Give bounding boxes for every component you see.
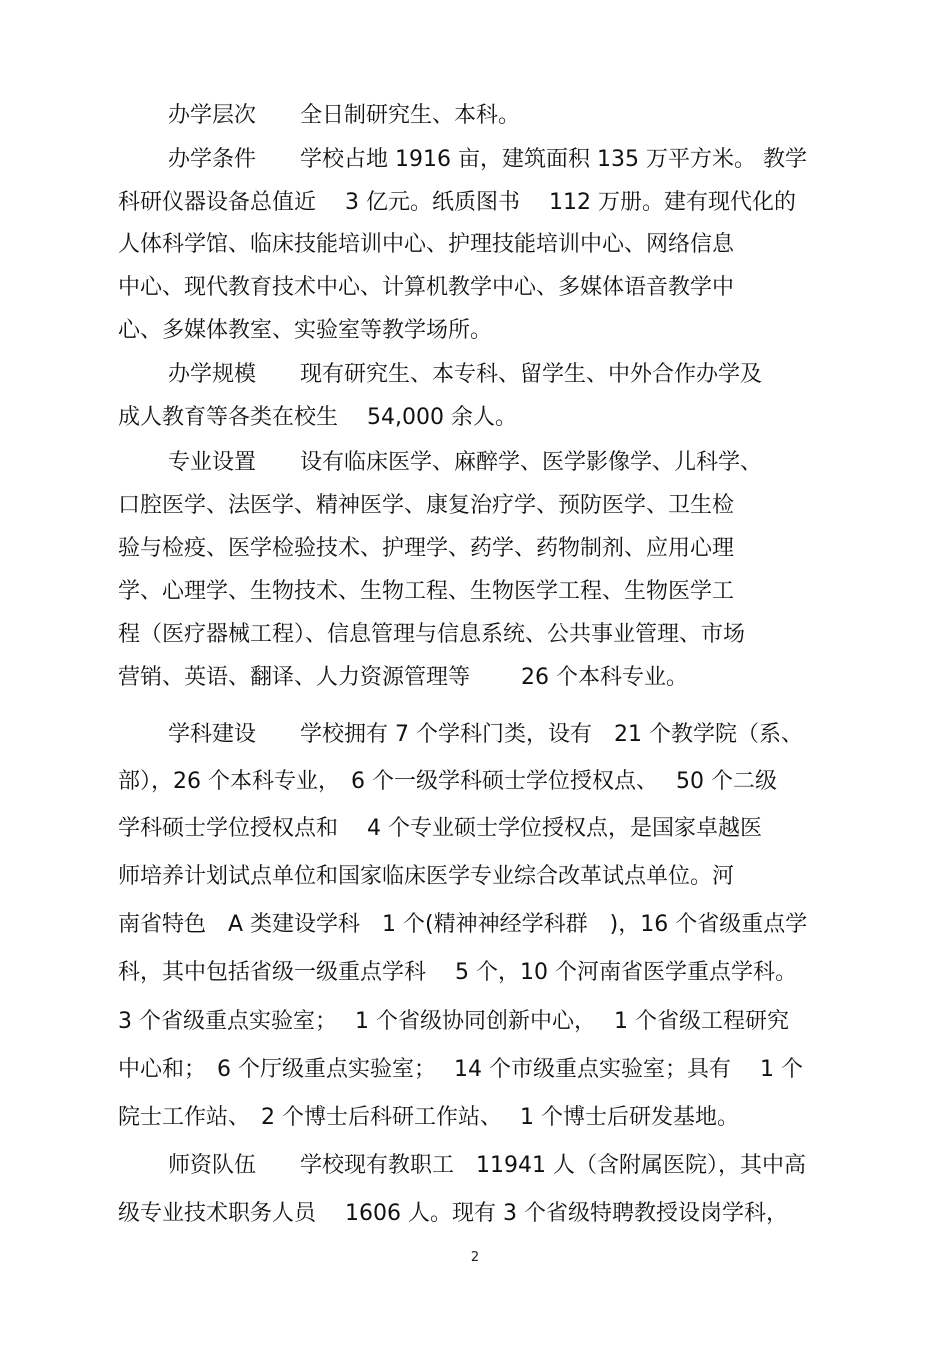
text-line: 3 个省级重点实验室； 1 个省级协同创新中心， 1 个省级工程研究 [118, 1009, 789, 1034]
text-line: 专业设置 设有临床医学、麻醉学、医学影像学、儿科学、 [168, 450, 763, 475]
text-line: 学、心理学、生物技术、生物工程、生物医学工程、生物医学工 [118, 579, 735, 604]
text-line: 院士工作站、 2 个博士后科研工作站、 1 个博士后研发基地。 [118, 1105, 739, 1130]
text-line: 学科建设 学校拥有 7 个学科门类，设有 21 个教学院（系、 [168, 722, 803, 747]
text-line: 验与检疫、医学检验技术、护理学、药学、药物制剂、应用心理 [118, 536, 735, 561]
text-line: 级专业技术职务人员 1606 人。现有 3 个省级特聘教授设岗学科， [118, 1201, 788, 1226]
page-number: 2 [470, 1250, 480, 1265]
text-line: 师培养计划试点单位和国家临床医学专业综合改革试点单位。河 [118, 864, 735, 889]
text-line: 学科硕士学位授权点和 4 个专业硕士学位授权点，是国家卓越医 [118, 816, 762, 841]
text-line: 办学层次 全日制研究生、本科。 [168, 103, 521, 128]
text-line: 办学条件 学校占地 1916 亩，建筑面积 135 万平方米。 教学 [168, 147, 807, 172]
text-line: 南省特色 A 类建设学科 1 个(精神神经学科群 )，16 个省级重点学 [118, 912, 808, 937]
text-line: 营销、英语、翻译、人力资源管理等 26 个本科专业。 [118, 665, 688, 690]
text-line: 口腔医学、法医学、精神医学、康复治疗学、预防医学、卫生检 [118, 493, 735, 518]
text-line: 中心、现代教育技术中心、计算机教学中心、多媒体语音教学中 [118, 275, 735, 300]
text-line: 部），26 个本科专业， 6 个一级学科硕士学位授权点、 50 个二级 [118, 769, 777, 794]
text-line: 成人教育等各类在校生 54,000 余人。 [118, 405, 517, 430]
text-line: 程（医疗器械工程）、信息管理与信息系统、公共事业管理、市场 [118, 622, 746, 647]
text-line: 人体科学馆、临床技能培训中心、护理技能培训中心、网络信息 [118, 232, 735, 257]
text-line: 办学规模 现有研究生、本专科、留学生、中外合作办学及 [168, 362, 763, 387]
text-line: 科，其中包括省级一级重点学科 5 个，10 个河南省医学重点学科。 [118, 960, 797, 985]
text-line: 师资队伍 学校现有教职工 11941 人（含附属医院），其中高 [168, 1153, 806, 1178]
text-line: 中心和； 6 个厅级重点实验室； 14 个市级重点实验室；具有 1 个 [118, 1057, 803, 1082]
text-line: 心、多媒体教室、实验室等教学场所。 [118, 318, 493, 343]
text-line: 科研仪器设备总值近 3 亿元。纸质图书 112 万册。建有现代化的 [118, 190, 796, 215]
